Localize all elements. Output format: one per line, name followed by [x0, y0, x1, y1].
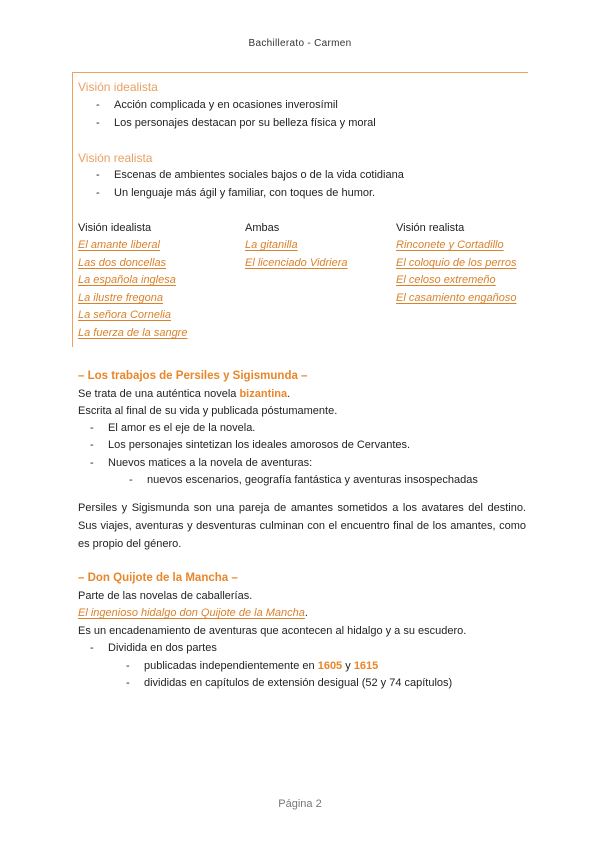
- link-ilustre-fregona[interactable]: La ilustre fregona: [78, 292, 163, 304]
- idealista-item-2: - Los personajes destacan por su belleza física y moral: [96, 117, 376, 129]
- page-number: Página 2: [278, 798, 322, 810]
- link-espanola-inglesa[interactable]: La española inglesa: [78, 274, 176, 286]
- realista-item-1: - Escenas de ambientes sociales bajos o de la vida cotidiana: [96, 169, 404, 181]
- quijote-item: - Dividida en dos partes: [90, 642, 217, 654]
- link-amante-liberal[interactable]: El amante liberal: [78, 239, 160, 251]
- link-celoso-extremeno[interactable]: El celoso extremeño: [396, 274, 496, 286]
- persiles-item-1: - El amor es el eje de la novela.: [90, 422, 256, 434]
- table-header-realista: Visión realista: [396, 222, 465, 234]
- link-licenciado-vidriera[interactable]: El licenciado Vidriera: [245, 257, 348, 269]
- persiles-item-3: - Nuevos matices a la novela de aventuras:: [90, 457, 313, 469]
- realista-item-2: - Un lenguaje más ágil y familiar, con toques de humor.: [96, 187, 376, 199]
- quijote-line-1: Parte de las novelas de caballerías.: [78, 590, 253, 602]
- persiles-subitem: - nuevos escenarios, geografía fantástica y aventuras insospechadas: [129, 474, 478, 486]
- link-dos-doncellas[interactable]: Las dos doncellas: [78, 257, 167, 269]
- quijote-title: – Don Quijote de la Mancha –: [78, 572, 238, 584]
- persiles-title: – Los trabajos de Persiles y Sigismunda –: [78, 370, 308, 382]
- table-header-idealista: Visión idealista: [78, 222, 152, 234]
- link-casamiento-enganoso[interactable]: El casamiento engañoso: [396, 292, 517, 304]
- quijote-line-3: Es un encadenamiento de aventuras que acontecen al hidalgo y a su escudero.: [78, 625, 467, 637]
- link-ingenioso-hidalgo[interactable]: El ingenioso hidalgo don Quijote de la Mancha: [78, 607, 305, 619]
- table-header-ambas: Ambas: [245, 222, 280, 234]
- link-coloquio-perros[interactable]: El coloquio de los perros: [396, 257, 517, 269]
- link-rinconete[interactable]: Rinconete y Cortadillo: [396, 239, 504, 251]
- link-senora-cornelia[interactable]: La señora Cornelia: [78, 309, 171, 321]
- idealista-heading: Visión idealista: [78, 80, 158, 94]
- link-fuerza-sangre[interactable]: La fuerza de la sangre: [78, 327, 188, 339]
- persiles-item-2: - Los personajes sintetizan los ideales amorosos de Cervantes.: [90, 439, 411, 451]
- comparison-box: [72, 72, 528, 347]
- idealista-item-1: - Acción complicada y en ocasiones inverosímil: [96, 99, 338, 111]
- quijote-line-2: El ingenioso hidalgo don Quijote de la Mancha.: [78, 607, 308, 619]
- quijote-subitem-1: - publicadas independientemente en 1605 y 1615: [126, 660, 379, 672]
- page-header: Bachillerato - Carmen: [248, 38, 352, 49]
- link-gitanilla[interactable]: La gitanilla: [245, 239, 298, 251]
- quijote-subitem-2: - divididas en capítulos de extensión desigual (52 y 74 capítulos): [126, 677, 453, 689]
- persiles-paragraph: Persiles y Sigismunda son una pareja de amantes sometidos a los avatares del destino. Sus viajes, aventuras y desventuras culminan con el encuentro final de los amantes, como es propio del género.: [78, 502, 526, 550]
- realista-heading: Visión realista: [78, 151, 153, 165]
- persiles-line-1: Se trata de una auténtica novela bizantina.: [78, 388, 291, 400]
- persiles-line-2: Escrita al final de su vida y publicada póstumamente.: [78, 405, 338, 417]
